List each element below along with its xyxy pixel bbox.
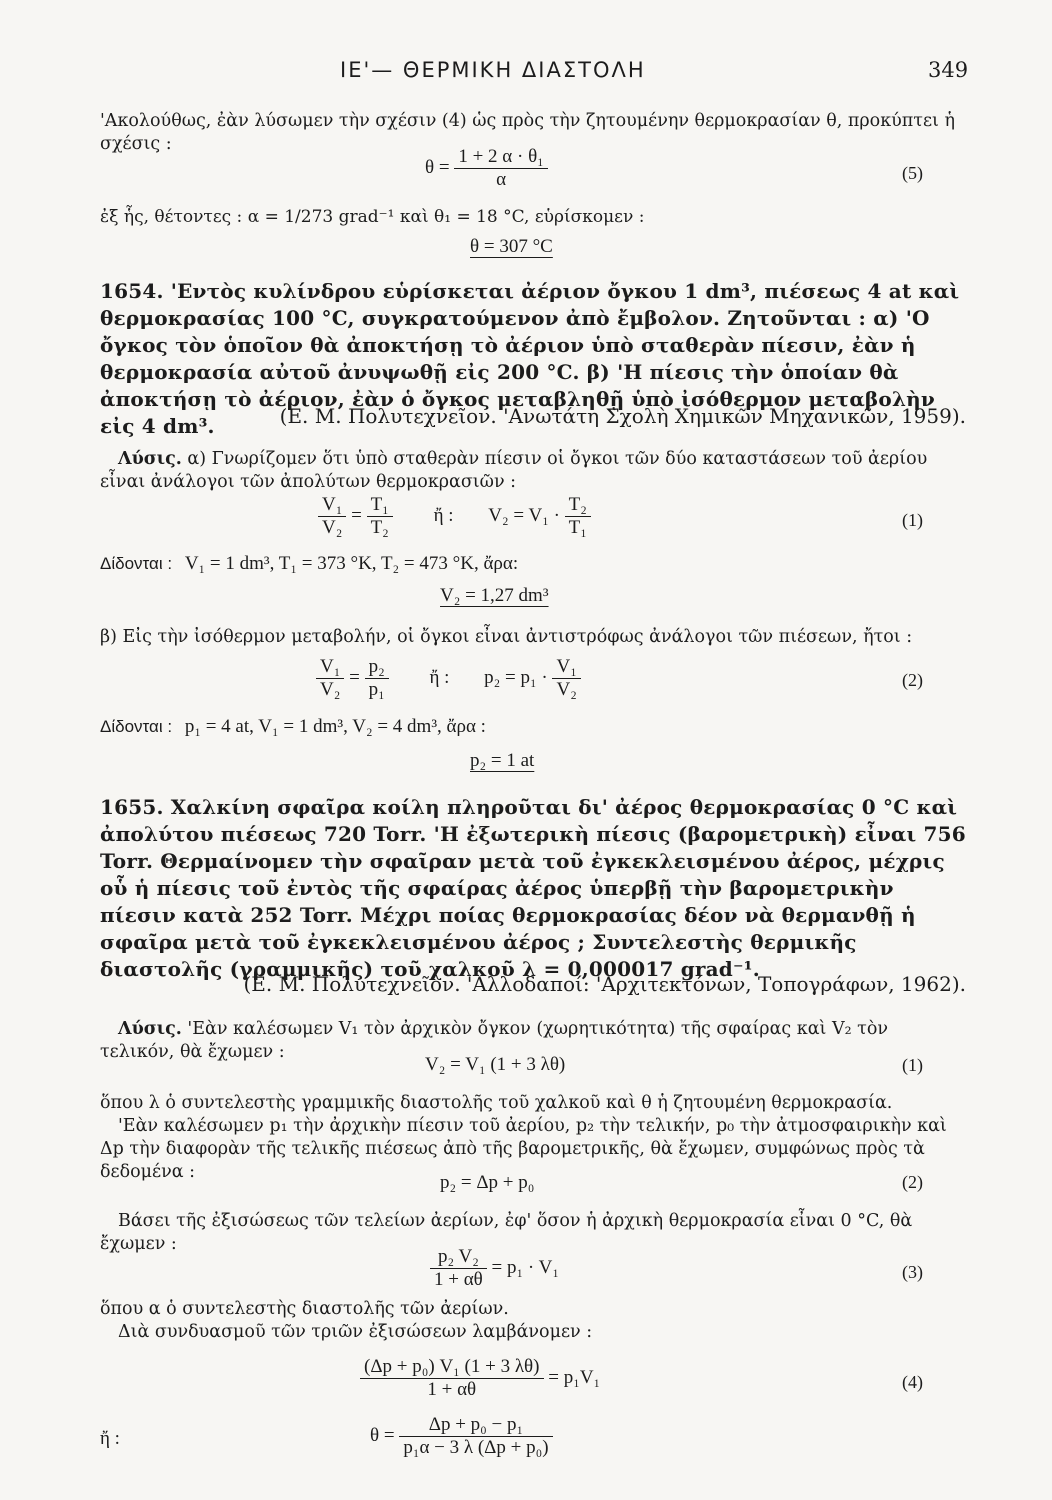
p1655-eq2-number: (2) [902,1172,923,1192]
eq2-right-den: p₁ [368,679,385,700]
problem-1655-where-alpha: ὅπου α ὁ συντελεστὴς διαστολῆς τῶν ἀερίων. [100,1299,509,1319]
eq2-alt-den: V₂ [556,679,577,700]
solution-label: Λύσις. [118,1019,182,1039]
page-number: 349 [928,58,969,82]
p1655-eq3-number: (3) [902,1262,923,1282]
problem-1654-statement: 1654. 'Εντὸς κυλίνδρου εὑρίσκεται ἀέριον ὄγκου 1 dm³, πιέσεως 4 at καὶ θερμοκρασίας 100 °C, συγκρατούμενον ἀπὸ ἔμβολον. Ζητοῦνται : α) 'Ο ὄγκος τὸν ὁποῖον θὰ ἀποκτήσῃ τὸ ἀέριον ὑπὸ σταθερὰν πίεσιν, ἐὰν ἡ θερμοκρασία αὐτοῦ ἀνυψωθῇ εἰς 200 °C. β) 'Η πίεσις τὴν ὁποίαν θὰ ἀποκτήσῃ τὸ ἀέριον, ἐὰν ὁ ὄγκος μεταβληθῇ ὑπὸ ἰσόθερμον μεταβολὴν εἰς 4 dm³. [100,279,960,438]
eq4-num: (Δp + p₀) V₁ (1 + 3 λθ) [360,1356,544,1379]
eq4-den: 1 + αθ [427,1379,477,1400]
given-a-values: V₁ = 1 dm³, T₁ = 373 °K, T₂ = 473 °K, ἄρα: [184,553,519,574]
eq5-number: (5) [902,163,923,183]
eq1-alt-num: T₂ [565,494,591,517]
eq2-left-num: V₁ [316,656,344,679]
eq5-lhs: θ = [425,156,450,178]
problem-1654-solution-b: β) Εἰς τὴν ἰσόθερμον μεταβολήν, οἱ ὄγκοι εἶναι ἀντιστρόφως ἀνάλογοι τῶν πιέσεων, ἤτοι : [100,627,913,647]
problem-1655-source: (Ε. Μ. Πολυτεχνεῖον. 'Αλλοδαποί: 'Αρχιτεκτόνων, Τοπογράφων, 1962). [243,972,966,996]
solution-label: Λύσις. [118,449,182,469]
eq2-equals: = [349,666,360,688]
eq1-equals: = [351,504,362,526]
p1655-eq1-number: (1) [902,1055,923,1075]
final-fraction [399,1414,552,1459]
eq2-left-den: V₂ [320,679,341,700]
given-b-label: Δίδονται : [100,717,173,736]
eq2-left-fraction [316,656,344,701]
problem-1654-source: (Ε. Μ. Πολυτεχνεῖον. 'Ανωτάτη Σχολὴ Χημικῶν Μηχανικῶν, 1959). [279,404,966,428]
problem-1654-result-a: V₂ = 1,27 dm³ [440,585,549,606]
problem-1654-given-a [100,553,518,575]
eq5-denominator: α [496,169,507,190]
problem-1655-equation-2: p₂ = Δp + p₀ [440,1172,535,1193]
problem-1655-where-lambda: ὅπου λ ὁ συντελεστὴς γραμμικῆς διαστολῆς τοῦ χαλκοῦ καὶ θ ἡ ζητουμένη θερμοκρασία. [100,1093,893,1113]
problem-1654-equation-1 [318,494,591,539]
eq3-num: p₂ V₂ [430,1246,487,1269]
running-header [0,58,1052,88]
eq2-or: ἤ : [429,666,450,688]
problem-1655-equation-1: V₂ = V₁ (1 + 3 λθ) [425,1054,566,1075]
eq2-right-fraction [365,656,389,701]
eq1-right-num: T₁ [367,494,393,517]
eq1-right-den: T₂ [370,517,389,538]
problem-1654-given-b [100,716,486,738]
eq3-rhs: = p₁ · V₁ [491,1256,559,1278]
problem-1655-equation-3 [430,1246,559,1291]
problem-1655-final-equation [370,1414,553,1459]
final-num: Δp + p₀ − p₁ [399,1414,552,1437]
eq1-right-fraction [367,494,393,539]
problem-1655-equation-4 [360,1356,600,1401]
eq5-fraction [454,146,547,191]
problem-1654-result-b: p₂ = 1 at [470,750,535,771]
given-a-label: Δίδονται : [100,554,173,573]
intro-paragraph: 'Ακολούθως, ἐὰν λύσωμεν τὴν σχέσιν (4) ὡς πρὸς τὴν ζητουμένην θερμοκρασίαν θ, προκύπτει ἡ σχέσις : [100,111,955,154]
eq3-fraction [430,1246,487,1291]
eq4-fraction [360,1356,544,1401]
p1655-eq4-number: (4) [902,1372,923,1392]
eq2-alt-lhs: p₂ = p₁ · [484,666,548,688]
problem-1655-gas-law-basis: Βάσει τῆς ἐξισώσεως τῶν τελείων ἀερίων, ἐφ' ὅσον ἡ ἀρχικὴ θερμοκρασία εἶναι 0 °C, θὰ ἔχωμεν : [100,1211,913,1254]
eq2-alt-fraction [552,656,580,701]
solution-a-text: α) Γνωρίζομεν ὅτι ὑπὸ σταθερὰν πίεσιν οἱ ὄγκοι τῶν δύο καταστάσεων τοῦ ἀερίου εἶναι ἀνάλογοι τῶν ἀπολύτων θερμοκρασιῶν : [100,449,928,492]
eq1-or: ἤ : [433,504,454,526]
chapter-title: ΙΕ'— ΘΕΡΜΙΚΗ ΔΙΑΣΤΟΛΗ [340,58,646,82]
eq2-right-num: p₂ [365,656,389,679]
problem-1654-solution-a [100,448,966,494]
eq2-number: (2) [902,670,923,690]
eq1-alt-lhs: V₂ = V₁ · [488,504,560,526]
intro-result: θ = 307 °C [470,236,553,257]
intro-given: ἐξ ἧς, θέτοντες : α = 1/273 grad⁻¹ καὶ θ₁ = 18 °C, εὑρίσκομεν : [100,207,645,227]
problem-1655-combine: Διὰ συνδυασμοῦ τῶν τριῶν ἐξισώσεων λαμβάνομεν : [118,1322,593,1342]
problem-1655-statement: 1655. Χαλκίνη σφαῖρα κοίλη πληροῦται δι' ἀέρος θερμοκρασίας 0 °C καὶ ἀπολύτου πιέσεως 720 Torr. 'Η ἐξωτερικὴ πίεσις (βαρομετρικὴ) εἶναι 756 Torr. Θερμαίνομεν τὴν σφαῖραν μετὰ τοῦ ἐγκεκλεισμένου ἀέρος, μέχρις οὗ ἡ πίεσις τοῦ ἐντὸς τῆς σφαίρας ἀέρος ὑπερβῇ τὴν βαρομετρικὴν πίεσιν κατὰ 252 Torr. Μέχρι ποίας θερμοκρασίας δέον νὰ θερμανθῇ ἡ σφαῖρα μετὰ τοῦ ἐγκεκλεισμένου ἀέρος ; Συντελεστὴς θερμικῆς διαστολῆς (γραμμικῆς) τοῦ χαλκοῦ λ = 0,000017 grad⁻¹. [100,795,966,981]
problem-1654-equation-2 [316,656,581,701]
eq1-left-fraction [318,494,346,539]
eq4-rhs: = p₁V₁ [548,1366,601,1388]
final-or-label: ἤ : [100,1428,120,1449]
eq1-alt-den: T₁ [568,517,587,538]
final-lhs: θ = [370,1424,395,1446]
eq5-numerator: 1 + 2 α · θ₁ [454,146,547,169]
given-b-values: p₁ = 4 at, V₁ = 1 dm³, V₂ = 4 dm³, ἄρα : [184,716,486,737]
final-den: p₁α − 3 λ (Δp + p₀) [403,1437,549,1458]
eq1-left-den: V₂ [322,517,343,538]
eq3-den: 1 + αθ [434,1269,483,1290]
eq1-left-num: V₁ [318,494,346,517]
solution-intro-text: 'Εὰν καλέσωμεν V₁ τὸν ἀρχικὸν ὄγκον (χωρητικότητα) τῆς σφαίρας καὶ V₂ τὸν τελικόν, θὰ ἔχωμεν : [100,1019,889,1062]
eq1-alt-fraction [565,494,591,539]
problem-1655-define-pressures: 'Εὰν καλέσωμεν p₁ τὴν ἀρχικὴν πίεσιν τοῦ ἀερίου, p₂ τὴν τελικήν, p₀ τὴν ἀτμοσφαιρικὴν καὶ Δp τὴν διαφορὰν τῆς τελικῆς πιέσεως ἀπὸ τῆς βαρομετρικῆς, θὰ ἔχωμεν, συμφώνως πρὸς τὰ δεδομένα : [100,1116,947,1182]
eq1-number: (1) [902,510,923,530]
eq2-alt-num: V₁ [552,656,580,679]
equation-5 [425,146,548,191]
